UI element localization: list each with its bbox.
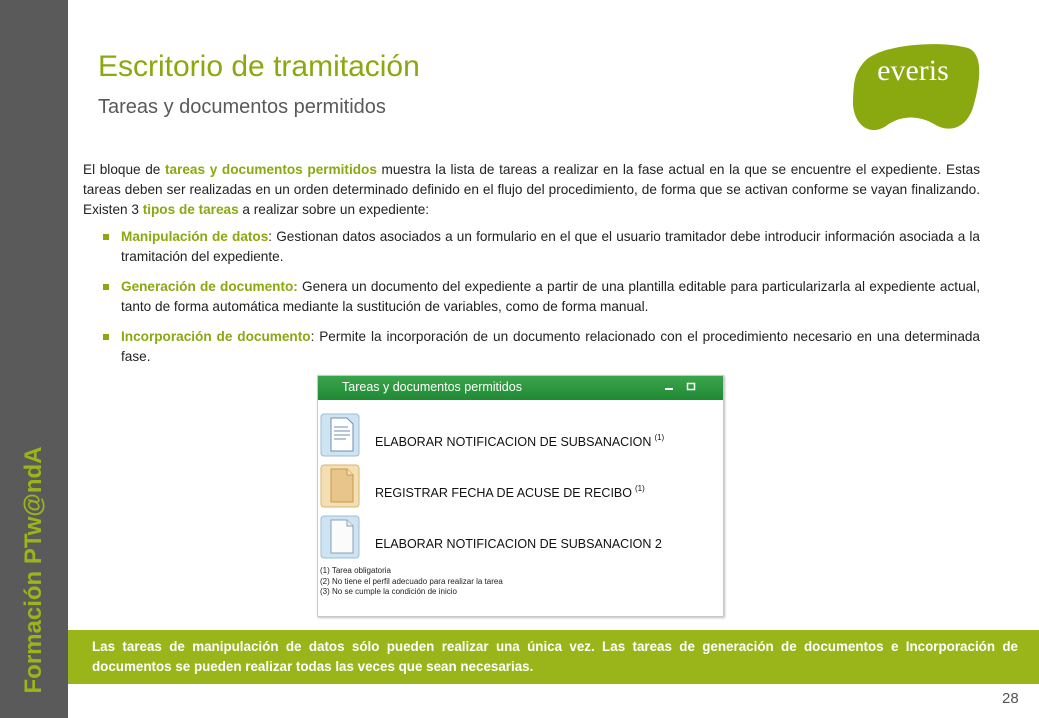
task-label[interactable]: REGISTRAR FECHA DE ACUSE DE RECIBO $^{(1)}$ (375, 484, 645, 500)
task-label[interactable]: ELABORAR NOTIFICACION DE SUBSANACION 2 (375, 537, 662, 551)
task-row[interactable] (318, 513, 725, 563)
list-item: Manipulación de datos: Gestionan datos asociados a un formulario en el que el usuario tramitador debe introducir información asociada a la tramitación del expediente. (103, 227, 980, 267)
document-blank-icon (320, 515, 360, 559)
tasks-panel (317, 375, 724, 617)
list-item: Generación de documento: Genera un documento del expediente a partir de una plantilla editable para particularizarla al expediente actual, tanto de forma automática mediante la sustitución de variables, como de forma manual. (103, 277, 980, 317)
task-label[interactable]: ELABORAR NOTIFICACION DE SUBSANACION $^{(1)}$ (375, 433, 665, 449)
panel-notes (320, 566, 503, 598)
note-line: (2) No tiene el perfil adecuado para realizar la tarea (320, 576, 503, 586)
list-item: Incorporación de documento: Permite la incorporación de un documento relacionado con el procedimiento necesario en una determinada fase. (103, 327, 980, 367)
minimize-icon[interactable] (662, 379, 676, 393)
sidebar-course-title: Formación PTw@ndA (20, 446, 47, 694)
document-orange-icon (320, 464, 360, 508)
document-form-icon (320, 413, 360, 457)
bullet-icon (103, 284, 109, 290)
page-subtitle: Tareas y documentos permitidos (98, 96, 386, 118)
task-row[interactable] (318, 411, 725, 461)
task-types-list (103, 227, 980, 377)
logo-text: everis (877, 54, 949, 87)
footer-text: Las tareas de manipulación de datos sólo pueden realizar una única vez. Las tareas de generación de documentos e Incorporación de documentos se pueden realizar todas las veces que sean necesarias. (92, 639, 1018, 674)
note-line: (1) Tarea obligatoria (320, 566, 392, 575)
panel-header (318, 376, 723, 400)
page-title: Escritorio de tramitación (98, 50, 420, 83)
maximize-icon[interactable] (684, 379, 698, 393)
footer-banner (68, 630, 1039, 684)
bullet-icon (103, 334, 109, 340)
left-sidebar (0, 0, 68, 718)
task-row[interactable] (318, 462, 725, 512)
bullet-icon (103, 234, 109, 240)
note-line: (3) No se cumple la condición de inicio (320, 587, 457, 596)
page-number: 28 (1002, 690, 1019, 707)
everis-logo (850, 42, 980, 134)
intro-paragraph: El bloque de tareas y documentos permitidos muestra la lista de tareas a realizar en la fase actual en la que se encuentre el expediente. Estas tareas deben ser realizadas en un orden determinado definido en el flujo del procedimiento, de forma que se activan conforme se vayan finalizando. Existen 3 tipos de tareas a realizar sobre un expediente: (83, 162, 981, 217)
panel-title: Tareas y documentos permitidos (342, 380, 522, 394)
